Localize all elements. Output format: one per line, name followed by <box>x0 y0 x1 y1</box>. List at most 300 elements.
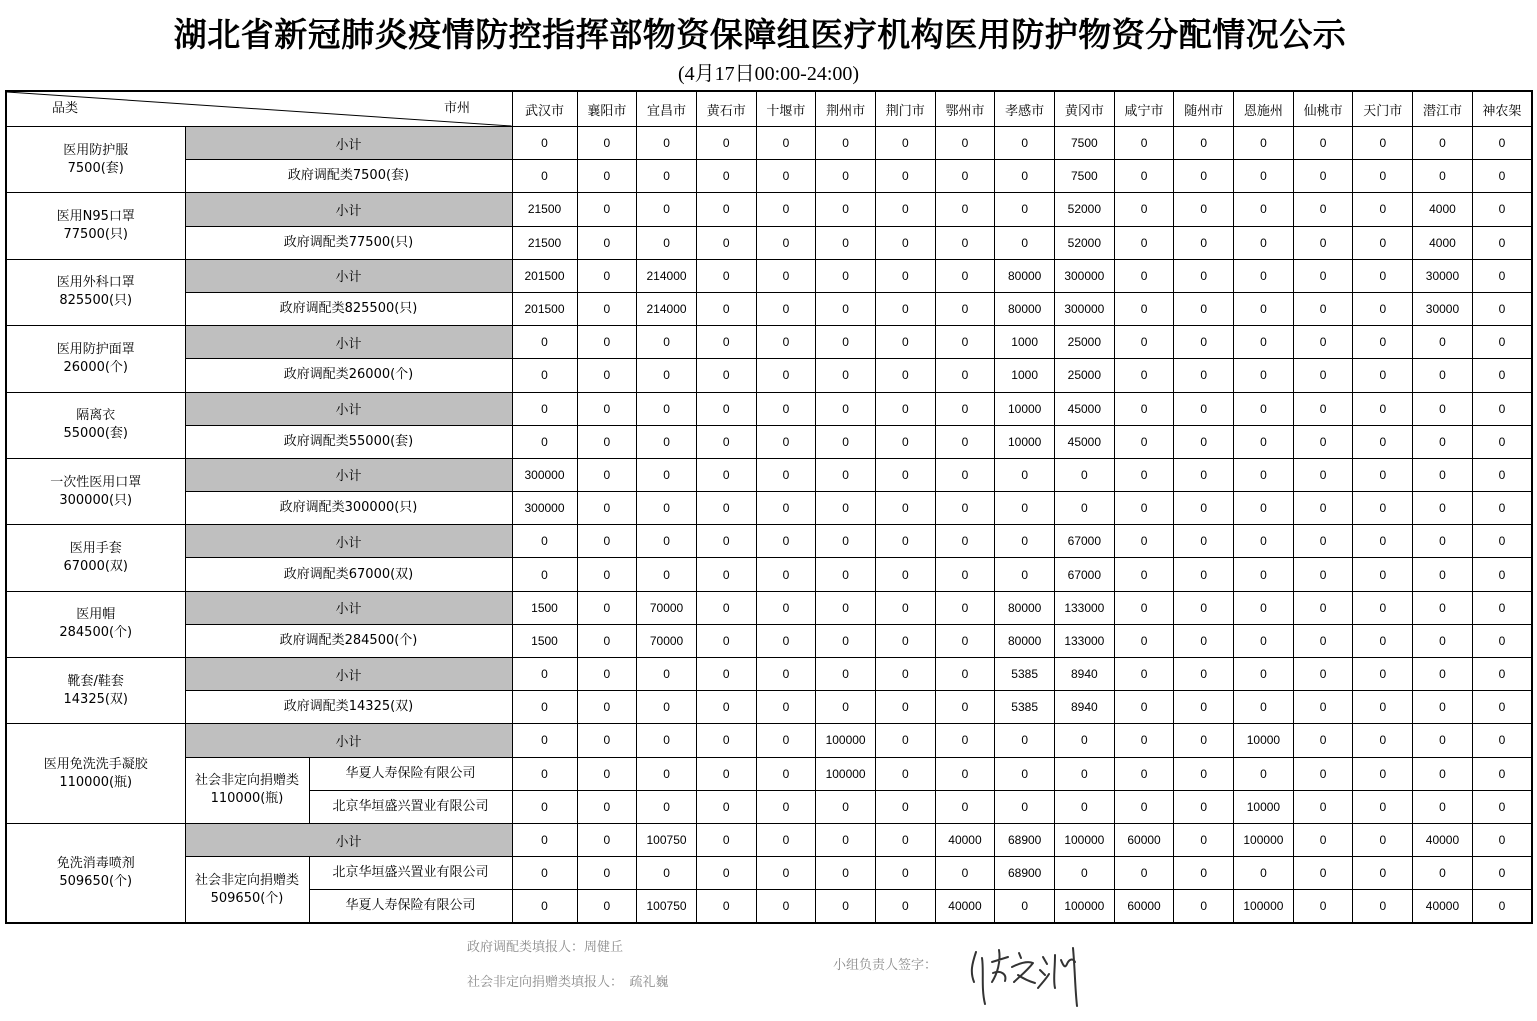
value-cell: 0 <box>875 757 935 790</box>
value-cell: 133000 <box>1055 624 1115 657</box>
value-cell: 0 <box>1055 790 1115 823</box>
value-cell: 0 <box>696 458 756 491</box>
value-cell: 0 <box>935 624 995 657</box>
value-cell: 0 <box>1114 591 1174 624</box>
city-header: 十堰市 <box>756 91 816 127</box>
value-cell: 0 <box>1472 624 1532 657</box>
value-cell: 0 <box>1174 259 1234 292</box>
category-total: 7500(套) <box>67 160 124 176</box>
value-cell: 0 <box>1174 890 1234 923</box>
gov-filler-note: 政府调配类填报人：周健丘 <box>467 939 624 954</box>
table-row <box>6 525 1532 558</box>
value-cell: 0 <box>1174 823 1234 856</box>
value-cell: 8940 <box>1055 691 1115 724</box>
value-cell: 0 <box>637 558 697 591</box>
value-cell: 0 <box>935 525 995 558</box>
value-cell: 0 <box>1114 292 1174 325</box>
value-cell: 0 <box>1234 624 1294 657</box>
value-cell: 0 <box>995 525 1055 558</box>
value-cell: 0 <box>696 823 756 856</box>
value-cell: 0 <box>816 790 876 823</box>
value-cell: 0 <box>577 326 637 359</box>
value-cell: 0 <box>1174 724 1234 757</box>
value-cell: 0 <box>756 226 816 259</box>
value-cell: 0 <box>935 259 995 292</box>
value-cell: 10000 <box>995 425 1055 458</box>
value-cell: 0 <box>637 193 697 226</box>
value-cell: 1500 <box>512 591 577 624</box>
value-cell: 0 <box>696 790 756 823</box>
value-cell: 0 <box>1353 857 1413 890</box>
value-cell: 0 <box>756 890 816 923</box>
value-cell: 0 <box>637 160 697 193</box>
value-cell: 0 <box>696 624 756 657</box>
value-cell: 0 <box>577 624 637 657</box>
subtotal-label: 小计 <box>185 658 512 691</box>
value-cell: 0 <box>1293 392 1353 425</box>
value-cell: 0 <box>756 857 816 890</box>
value-cell: 0 <box>1353 326 1413 359</box>
value-cell: 0 <box>756 292 816 325</box>
value-cell: 0 <box>1114 326 1174 359</box>
value-cell: 0 <box>756 359 816 392</box>
value-cell: 0 <box>756 326 816 359</box>
value-cell: 0 <box>637 127 697 160</box>
subtotal-label: 小计 <box>185 823 512 856</box>
value-cell: 0 <box>816 326 876 359</box>
value-cell: 0 <box>637 359 697 392</box>
value-cell: 0 <box>1234 127 1294 160</box>
value-cell: 0 <box>696 259 756 292</box>
value-cell: 0 <box>1353 591 1413 624</box>
value-cell: 0 <box>637 658 697 691</box>
value-cell: 0 <box>1413 425 1473 458</box>
value-cell: 0 <box>1234 292 1294 325</box>
donation-category-cell <box>185 757 309 823</box>
value-cell: 0 <box>1472 757 1532 790</box>
value-cell: 0 <box>1353 359 1413 392</box>
value-cell: 100000 <box>1055 890 1115 923</box>
value-cell: 0 <box>1413 458 1473 491</box>
value-cell: 0 <box>1114 160 1174 193</box>
value-cell: 0 <box>1114 226 1174 259</box>
value-cell: 0 <box>637 724 697 757</box>
value-cell: 0 <box>1472 259 1532 292</box>
value-cell: 1000 <box>995 359 1055 392</box>
category-cell <box>6 525 185 591</box>
value-cell: 0 <box>875 359 935 392</box>
value-cell: 100000 <box>1055 823 1115 856</box>
value-cell: 300000 <box>1055 292 1115 325</box>
value-cell: 0 <box>1174 127 1234 160</box>
value-cell: 30000 <box>1413 292 1473 325</box>
value-cell: 0 <box>875 658 935 691</box>
value-cell: 0 <box>1413 857 1473 890</box>
value-cell: 0 <box>577 857 637 890</box>
value-cell: 0 <box>512 857 577 890</box>
value-cell: 0 <box>1174 558 1234 591</box>
value-cell: 0 <box>1472 359 1532 392</box>
value-cell: 0 <box>875 558 935 591</box>
value-cell: 40000 <box>935 890 995 923</box>
value-cell: 0 <box>935 226 995 259</box>
value-cell: 0 <box>512 790 577 823</box>
value-cell: 0 <box>1293 226 1353 259</box>
value-cell: 45000 <box>1055 425 1115 458</box>
gov-allocation-label: 政府调配类14325(双) <box>185 691 512 724</box>
donation-category-total: 110000(瓶) <box>210 791 284 807</box>
value-cell: 0 <box>816 558 876 591</box>
value-cell: 0 <box>995 890 1055 923</box>
category-name: 一次性医用口罩 <box>50 474 142 490</box>
value-cell: 0 <box>816 226 876 259</box>
value-cell: 0 <box>1114 458 1174 491</box>
value-cell: 0 <box>1174 492 1234 525</box>
category-total: 14325(双) <box>63 691 128 707</box>
value-cell: 0 <box>995 790 1055 823</box>
value-cell: 0 <box>1293 425 1353 458</box>
value-cell: 0 <box>875 127 935 160</box>
value-cell: 0 <box>756 691 816 724</box>
value-cell: 0 <box>756 492 816 525</box>
value-cell: 25000 <box>1055 359 1115 392</box>
city-header: 神农架 <box>1472 91 1532 127</box>
value-cell: 0 <box>1114 525 1174 558</box>
value-cell: 0 <box>935 326 995 359</box>
value-cell: 45000 <box>1055 392 1115 425</box>
value-cell: 80000 <box>995 259 1055 292</box>
value-cell: 0 <box>1413 160 1473 193</box>
value-cell: 0 <box>1174 326 1234 359</box>
value-cell: 0 <box>1234 525 1294 558</box>
value-cell: 0 <box>1114 359 1174 392</box>
category-cell <box>6 591 185 657</box>
value-cell: 1000 <box>995 326 1055 359</box>
value-cell: 0 <box>1472 425 1532 458</box>
value-cell: 0 <box>1234 392 1294 425</box>
value-cell: 0 <box>577 558 637 591</box>
value-cell: 0 <box>1353 392 1413 425</box>
subtotal-label: 小计 <box>185 127 512 160</box>
value-cell: 0 <box>1472 823 1532 856</box>
signature <box>962 940 1090 1008</box>
value-cell: 0 <box>1472 127 1532 160</box>
value-cell: 0 <box>1472 724 1532 757</box>
category-cell <box>6 326 185 392</box>
value-cell: 0 <box>1055 857 1115 890</box>
value-cell: 0 <box>1234 359 1294 392</box>
value-cell: 0 <box>1234 658 1294 691</box>
category-cell <box>6 127 185 193</box>
value-cell: 0 <box>935 691 995 724</box>
donor-name: 北京华垣盛兴置业有限公司 <box>309 857 512 890</box>
value-cell: 0 <box>1353 691 1413 724</box>
value-cell: 0 <box>696 160 756 193</box>
value-cell: 0 <box>816 127 876 160</box>
value-cell: 40000 <box>1413 890 1473 923</box>
value-cell: 0 <box>1353 790 1413 823</box>
value-cell: 0 <box>1174 458 1234 491</box>
value-cell: 67000 <box>1055 558 1115 591</box>
value-cell: 0 <box>696 558 756 591</box>
value-cell: 0 <box>816 890 876 923</box>
value-cell: 0 <box>696 359 756 392</box>
value-cell: 0 <box>756 425 816 458</box>
city-header: 武汉市 <box>512 91 577 127</box>
table-body <box>6 127 1532 924</box>
value-cell: 0 <box>1234 193 1294 226</box>
value-cell: 0 <box>577 525 637 558</box>
category-name: 医用N95口罩 <box>56 209 135 225</box>
value-cell: 0 <box>995 127 1055 160</box>
value-cell: 0 <box>512 691 577 724</box>
value-cell: 0 <box>1413 326 1473 359</box>
value-cell: 100000 <box>1234 890 1294 923</box>
value-cell: 0 <box>1114 658 1174 691</box>
value-cell: 0 <box>1472 226 1532 259</box>
value-cell: 0 <box>875 392 935 425</box>
subtotal-label: 小计 <box>185 392 512 425</box>
table-row <box>6 691 1532 724</box>
value-cell: 0 <box>1174 658 1234 691</box>
subtotal-label: 小计 <box>185 591 512 624</box>
value-cell: 300000 <box>512 458 577 491</box>
table-row <box>6 492 1532 525</box>
value-cell: 0 <box>1293 525 1353 558</box>
city-header: 荆州市 <box>816 91 876 127</box>
value-cell: 0 <box>1353 458 1413 491</box>
value-cell: 0 <box>637 226 697 259</box>
value-cell: 7500 <box>1055 127 1115 160</box>
table-row <box>6 392 1532 425</box>
value-cell: 0 <box>1413 757 1473 790</box>
value-cell: 0 <box>696 292 756 325</box>
gov-allocation-label: 政府调配类26000(个) <box>185 359 512 392</box>
value-cell: 0 <box>995 160 1055 193</box>
value-cell: 4000 <box>1413 226 1473 259</box>
value-cell: 0 <box>875 890 935 923</box>
gov-allocation-label: 政府调配类825500(只) <box>185 292 512 325</box>
category-name: 医用防护面罩 <box>56 341 135 357</box>
value-cell: 0 <box>756 790 816 823</box>
value-cell: 0 <box>875 492 935 525</box>
value-cell: 0 <box>696 425 756 458</box>
city-header: 荆门市 <box>875 91 935 127</box>
value-cell: 0 <box>1353 226 1413 259</box>
value-cell: 0 <box>1114 724 1174 757</box>
value-cell: 0 <box>1413 691 1473 724</box>
value-cell: 0 <box>1234 259 1294 292</box>
value-cell: 0 <box>816 525 876 558</box>
category-cell <box>6 193 185 259</box>
city-header: 恩施州 <box>1234 91 1294 127</box>
value-cell: 0 <box>756 757 816 790</box>
value-cell: 0 <box>577 392 637 425</box>
value-cell: 0 <box>935 757 995 790</box>
value-cell: 0 <box>875 160 935 193</box>
value-cell: 100000 <box>1234 823 1294 856</box>
value-cell: 0 <box>577 658 637 691</box>
value-cell: 0 <box>696 591 756 624</box>
subtotal-label: 小计 <box>185 724 512 757</box>
value-cell: 100000 <box>816 757 876 790</box>
value-cell: 0 <box>1472 591 1532 624</box>
value-cell: 25000 <box>1055 326 1115 359</box>
value-cell: 0 <box>577 292 637 325</box>
value-cell: 0 <box>1472 691 1532 724</box>
value-cell: 0 <box>1293 558 1353 591</box>
value-cell: 0 <box>1114 425 1174 458</box>
table-row <box>6 658 1532 691</box>
value-cell: 0 <box>935 591 995 624</box>
value-cell: 10000 <box>1234 790 1294 823</box>
value-cell: 0 <box>1293 757 1353 790</box>
page-title: 湖北省新冠肺炎疫情防控指挥部物资保障组医疗机构医用防护物资分配情况公示 <box>173 15 1347 54</box>
diagonal-line <box>7 92 512 126</box>
value-cell: 0 <box>696 193 756 226</box>
value-cell: 0 <box>756 259 816 292</box>
category-cell <box>6 392 185 458</box>
category-cell <box>6 458 185 524</box>
value-cell: 52000 <box>1055 193 1115 226</box>
value-cell: 0 <box>512 127 577 160</box>
value-cell: 0 <box>875 857 935 890</box>
value-cell: 0 <box>756 392 816 425</box>
value-cell: 0 <box>995 724 1055 757</box>
table-row <box>6 359 1532 392</box>
value-cell: 0 <box>1353 160 1413 193</box>
category-total: 110000(瓶) <box>59 774 133 790</box>
value-cell: 0 <box>577 359 637 392</box>
value-cell: 0 <box>1293 691 1353 724</box>
city-header: 鄂州市 <box>935 91 995 127</box>
value-cell: 0 <box>577 757 637 790</box>
table-row <box>6 458 1532 491</box>
value-cell: 0 <box>1472 790 1532 823</box>
category-name: 医用免洗洗手凝胶 <box>43 756 148 772</box>
value-cell: 100000 <box>816 724 876 757</box>
value-cell: 0 <box>637 458 697 491</box>
value-cell: 0 <box>756 591 816 624</box>
value-cell: 0 <box>696 658 756 691</box>
value-cell: 0 <box>512 425 577 458</box>
value-cell: 0 <box>935 292 995 325</box>
value-cell: 0 <box>875 691 935 724</box>
value-cell: 0 <box>512 890 577 923</box>
donation-filler-note: 社会非定向捐赠类填报人： 疏礼巍 <box>467 974 669 989</box>
leader-signature-label: 小组负责人签字： <box>833 957 938 972</box>
value-cell: 0 <box>875 790 935 823</box>
value-cell: 0 <box>1353 724 1413 757</box>
value-cell: 0 <box>816 591 876 624</box>
value-cell: 0 <box>995 226 1055 259</box>
value-cell: 0 <box>577 425 637 458</box>
value-cell: 0 <box>1293 292 1353 325</box>
value-cell: 70000 <box>637 591 697 624</box>
value-cell: 0 <box>637 857 697 890</box>
category-name: 医用外科口罩 <box>56 275 135 291</box>
value-cell: 0 <box>1472 525 1532 558</box>
gov-allocation-label: 政府调配类55000(套) <box>185 425 512 458</box>
value-cell: 0 <box>1353 525 1413 558</box>
value-cell: 0 <box>1055 492 1115 525</box>
city-header: 孝感市 <box>995 91 1055 127</box>
value-cell: 0 <box>1174 425 1234 458</box>
value-cell: 0 <box>1174 359 1234 392</box>
value-cell: 0 <box>696 326 756 359</box>
value-cell: 0 <box>816 160 876 193</box>
value-cell: 0 <box>1293 193 1353 226</box>
value-cell: 0 <box>756 193 816 226</box>
table-row <box>6 757 1532 790</box>
donor-name: 北京华垣盛兴置业有限公司 <box>309 790 512 823</box>
value-cell: 0 <box>1293 857 1353 890</box>
header-row <box>6 91 1532 127</box>
table-row <box>6 259 1532 292</box>
value-cell: 68900 <box>995 857 1055 890</box>
category-name: 隔离衣 <box>76 408 116 424</box>
value-cell: 52000 <box>1055 226 1115 259</box>
value-cell: 0 <box>637 757 697 790</box>
donor-name: 华夏人寿保险有限公司 <box>309 757 512 790</box>
value-cell: 0 <box>1055 757 1115 790</box>
value-cell: 0 <box>637 392 697 425</box>
value-cell: 0 <box>756 724 816 757</box>
value-cell: 0 <box>935 857 995 890</box>
category-cell <box>6 724 185 824</box>
value-cell: 0 <box>1114 757 1174 790</box>
table-row <box>6 193 1532 226</box>
value-cell: 0 <box>756 160 816 193</box>
value-cell: 0 <box>1293 823 1353 856</box>
value-cell: 0 <box>577 127 637 160</box>
value-cell: 0 <box>1472 193 1532 226</box>
value-cell: 0 <box>1353 658 1413 691</box>
value-cell: 0 <box>816 392 876 425</box>
value-cell: 0 <box>1174 757 1234 790</box>
value-cell: 0 <box>875 292 935 325</box>
value-cell: 0 <box>1472 492 1532 525</box>
value-cell: 0 <box>756 823 816 856</box>
value-cell: 0 <box>577 823 637 856</box>
value-cell: 300000 <box>1055 259 1115 292</box>
value-cell: 0 <box>875 525 935 558</box>
subtotal-label: 小计 <box>185 193 512 226</box>
value-cell: 0 <box>816 691 876 724</box>
value-cell: 68900 <box>995 823 1055 856</box>
value-cell: 0 <box>875 624 935 657</box>
value-cell: 0 <box>995 492 1055 525</box>
value-cell: 300000 <box>512 492 577 525</box>
value-cell: 0 <box>816 259 876 292</box>
category-name: 医用防护服 <box>63 142 129 158</box>
value-cell: 0 <box>1174 226 1234 259</box>
donation-category-cell <box>185 857 309 923</box>
value-cell: 0 <box>756 458 816 491</box>
value-cell: 0 <box>1174 591 1234 624</box>
value-cell: 0 <box>875 458 935 491</box>
value-cell: 0 <box>875 193 935 226</box>
value-cell: 0 <box>935 127 995 160</box>
value-cell: 0 <box>1293 591 1353 624</box>
table-row <box>6 160 1532 193</box>
value-cell: 80000 <box>995 591 1055 624</box>
value-cell: 0 <box>1353 624 1413 657</box>
value-cell: 0 <box>995 558 1055 591</box>
city-header: 宜昌市 <box>637 91 697 127</box>
value-cell: 0 <box>577 724 637 757</box>
value-cell: 0 <box>1234 492 1294 525</box>
